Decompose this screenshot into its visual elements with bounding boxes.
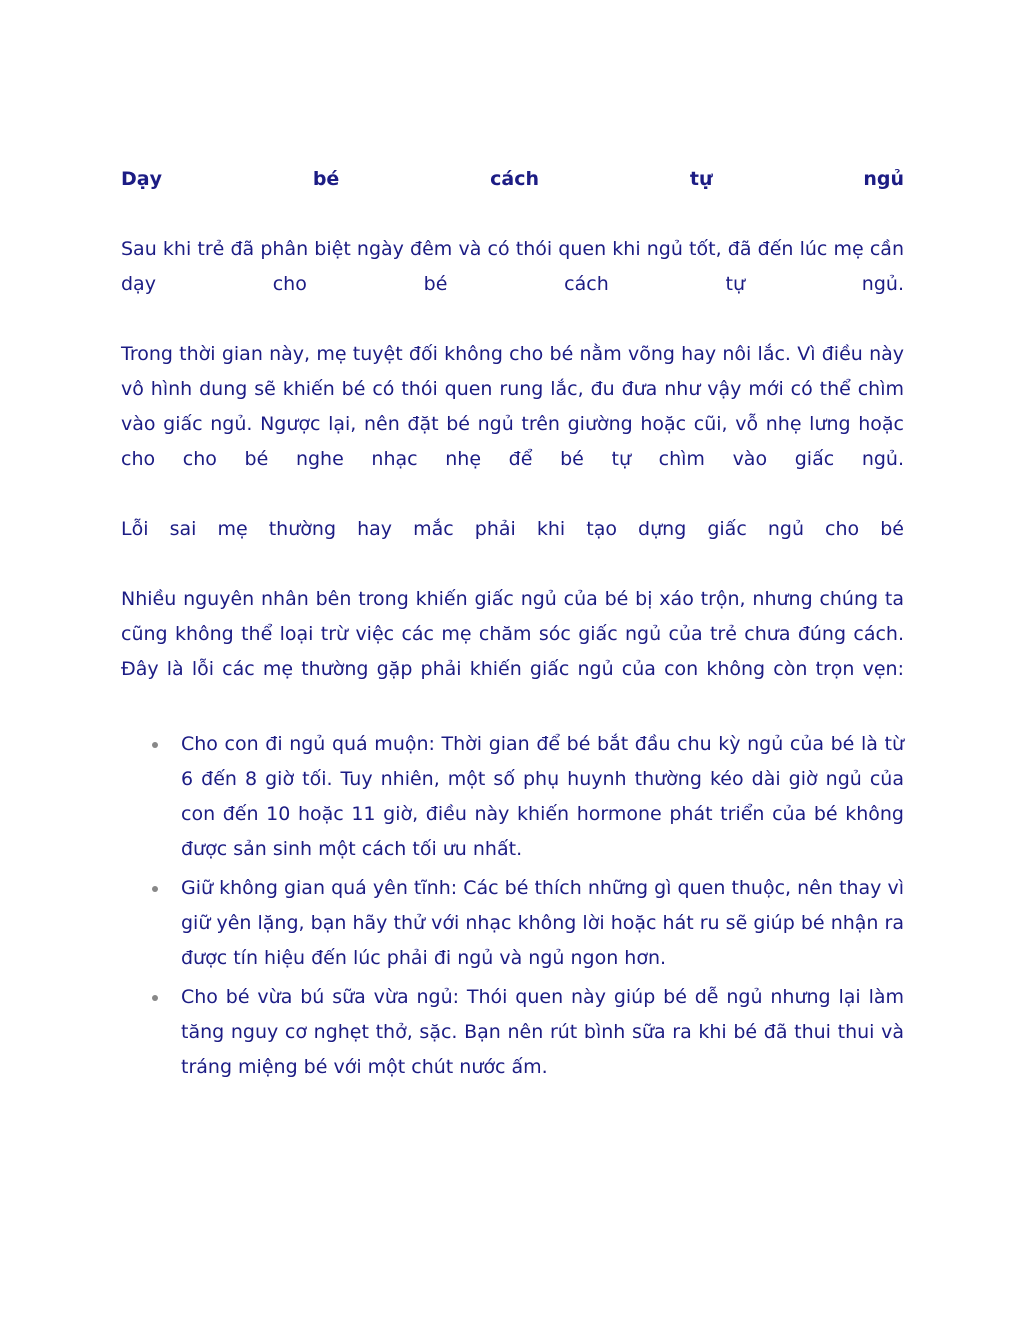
list-item-text: Cho bé vừa bú sữa vừa ngủ: Thói quen này giúp bé dễ ngủ nhưng lại làm tăng nguy cơ nghẹt thở, sặc. Bạn nên rút bình sữa ra khi bé đã thui thui và tráng miệng bé với một chút nước ấm. <box>181 986 904 1078</box>
bullet-icon <box>152 742 158 748</box>
section-heading-self-sleep: Dạy bé cách tự ngủ <box>121 168 904 190</box>
list-item-text: Cho con đi ngủ quá muộn: Thời gian để bé bắt đầu chu kỳ ngủ của bé là từ 6 đến 8 giờ tối. Tuy nhiên, một số phụ huynh thường kéo dài giờ ngủ của con đến 10 hoặc 11 giờ, điều này khiến hormone phát triển của bé không được sản sinh một cách tối ưu nhất. <box>181 733 904 860</box>
bullet-icon <box>152 886 158 892</box>
document-page <box>121 162 904 1089</box>
list-item <box>121 727 904 867</box>
list-item <box>121 871 904 976</box>
paragraph-intro: Sau khi trẻ đã phân biệt ngày đêm và có thói quen khi ngủ tốt, đã đến lúc mẹ cần dạy cho bé cách tự ngủ. <box>121 238 904 295</box>
paragraph-no-hammock: Trong thời gian này, mẹ tuyệt đối không cho bé nằm võng hay nôi lắc. Vì điều này vô hình dung sẽ khiến bé có thói quen rung lắc, đu đưa như vậy mới có thể chìm vào giấc ngủ. Ngược lại, nên đặt bé ngủ trên giường hoặc cũi, vỗ nhẹ lưng hoặc cho cho bé nghe nhạc nhẹ để bé tự chìm vào giấc ngủ. <box>121 343 904 470</box>
mistakes-list <box>121 727 904 1085</box>
list-item <box>121 980 904 1085</box>
list-item-text: Giữ không gian quá yên tĩnh: Các bé thích những gì quen thuộc, nên thay vì giữ yên lặng, bạn hãy thử với nhạc không lời hoặc hát ru sẽ giúp bé nhận ra được tín hiệu đến lúc phải đi ngủ và ngủ ngon hơn. <box>181 877 904 969</box>
paragraph-mistakes-intro: Nhiều nguyên nhân bên trong khiến giấc ngủ của bé bị xáo trộn, nhưng chúng ta cũng không thể loại trừ việc các mẹ chăm sóc giấc ngủ của trẻ chưa đúng cách. Đây là lỗi các mẹ thường gặp phải khiến giấc ngủ của con không còn trọn vẹn: <box>121 588 904 680</box>
section-heading-mistakes: Lỗi sai mẹ thường hay mắc phải khi tạo dựng giấc ngủ cho bé <box>121 518 904 540</box>
bullet-icon <box>152 995 158 1001</box>
